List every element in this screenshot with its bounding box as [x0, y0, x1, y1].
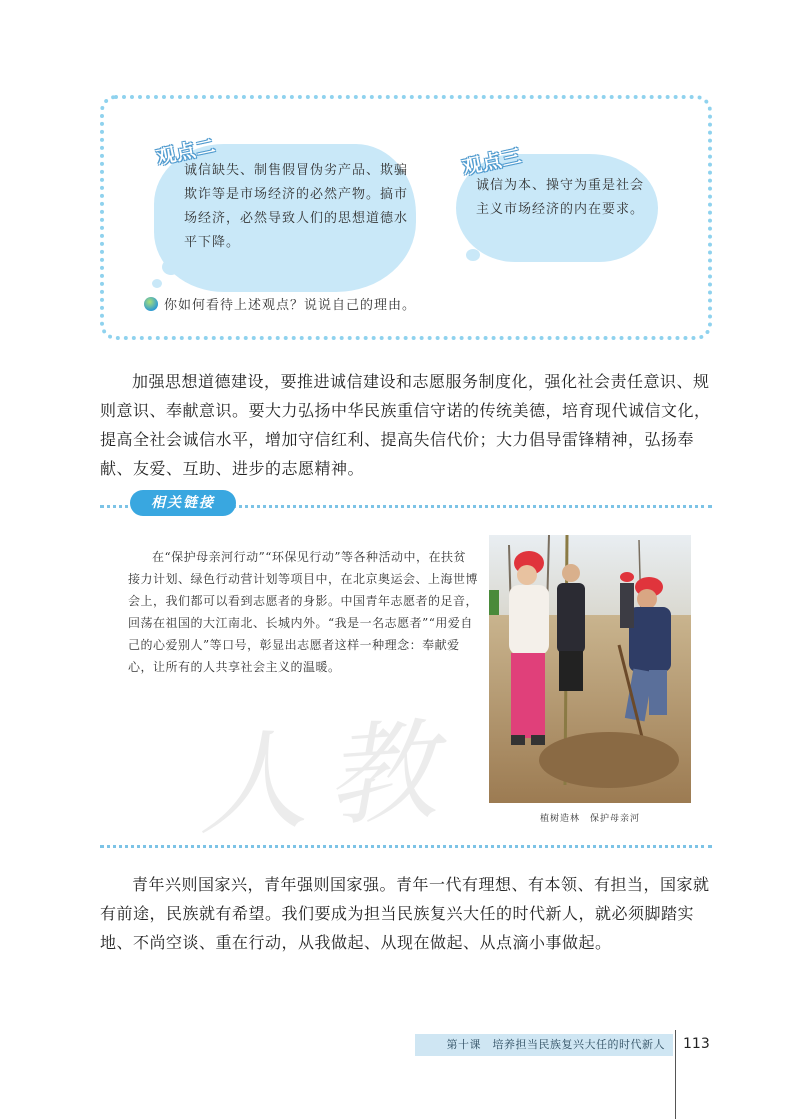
chapter-footer: 第十课 培养担当民族复兴大任的时代新人: [415, 1034, 673, 1056]
related-link-text: 在“保护母亲河行动”“环保见行动”等各种活动中，在扶贫接力计划、绿色行动营计划等项目中，在北京奥运会、上海世博会上，我们都可以看到志愿者的身影。中国青年志愿者的足音，回荡在祖国的大江南北、长城内外。“我是一名志愿者”“用爱自己的心爱别人”等口号，彰显出志愿者这样一种理念：奉献爱心，让所有的人共享社会主义的温暖。: [128, 550, 479, 674]
viewpoint-two-text: 诚信缺失、制售假冒伪劣产品、欺骗欺诈等是市场经济的必然产物。搞市场经济，必然导致人们的思想道德水平下降。: [184, 163, 409, 250]
discussion-question-text: 你如何看待上述观点？说说自己的理由。: [164, 298, 417, 313]
section-divider-bottom: [100, 845, 712, 848]
discussion-question: [144, 294, 416, 313]
footer-divider: [675, 1030, 676, 1119]
bubble-tail-dot: [466, 249, 480, 261]
page-number: 113: [683, 1036, 710, 1052]
body-paragraph-1: 加强思想道德建设，要推进诚信建设和志愿服务制度化，强化社会责任意识、规则意识、奉献意识。要大力弘扬中华民族重信守诺的传统美德，培育现代诚信文化，提高全社会诚信水平，增加守信红利、提高失信代价；大力倡导雷锋精神，弘扬奉献、友爱、互助、进步的志愿精神。: [100, 372, 711, 478]
bubble-tail-dot: [162, 259, 180, 275]
viewpoint-three-tag: 观点三: [460, 144, 524, 179]
viewpoints-box: [100, 95, 712, 340]
tree-planting-photo: [489, 535, 691, 803]
related-link-label: 相关链接: [130, 490, 236, 516]
question-bullet-icon: [144, 297, 158, 311]
photo-caption: 植树造林 保护母亲河: [539, 814, 640, 824]
watermark: 人教: [191, 705, 460, 851]
viewpoint-two-tag: 观点二: [154, 134, 218, 169]
photo-illustration: [489, 535, 691, 803]
body-paragraph-2: 青年兴则国家兴，青年强则国家强。青年一代有理想、有本领、有担当，国家就有前途，民族就有希望。我们要成为担当民族复兴大任的时代新人，就必须脚踏实地、不尚空谈、重在行动，从我做起、从现在做起、从点滴小事做起。: [100, 875, 710, 952]
viewpoint-three-text: 诚信为本、操守为重是社会主义市场经济的内在要求。: [476, 178, 645, 217]
bubble-tail-dot: [152, 279, 162, 288]
